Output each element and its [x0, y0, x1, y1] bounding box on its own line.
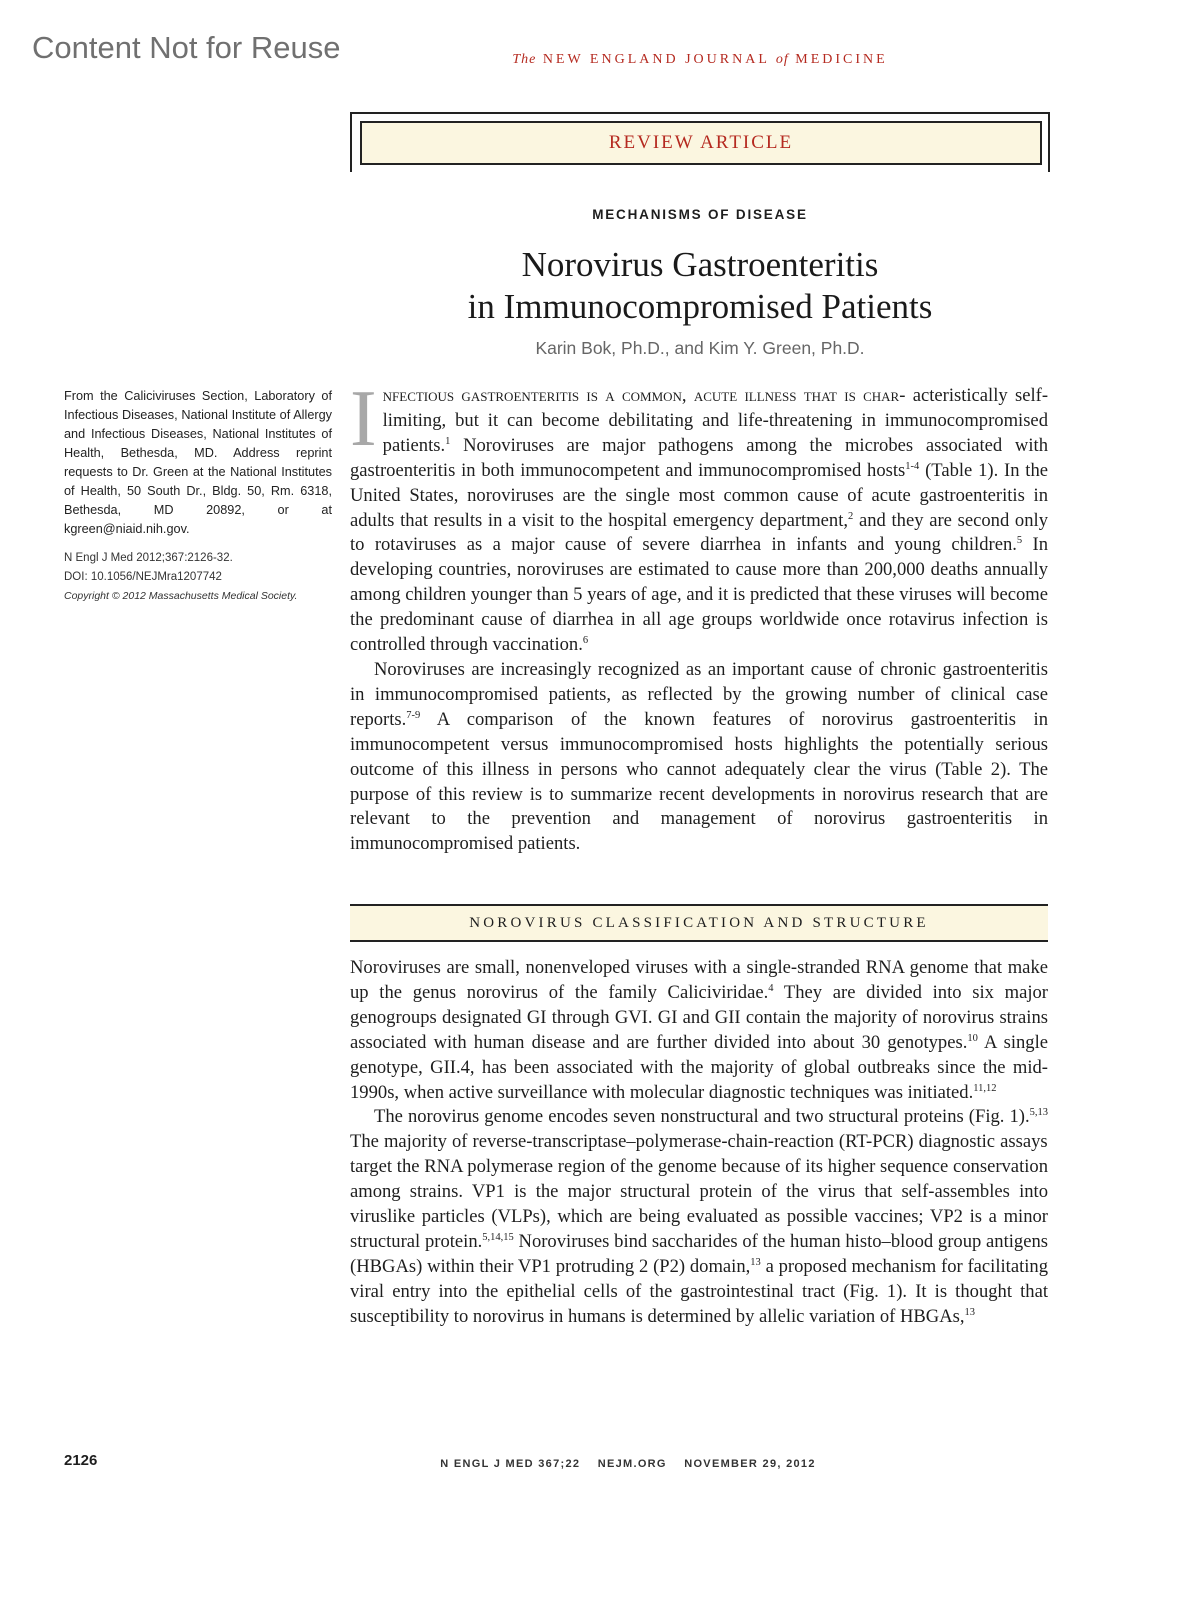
- text-run: In developing countries, noroviruses are estimated to cause more than 200,000 deaths annually among children younger than 5 years of age, and it is predicted that these viruses will become the predominant cause of diarrhea in all age groups worldwide once rotavirus infection is controlled through vaccination.: [350, 534, 1048, 656]
- text-run: a proposed mechanism for facilitating viral entry into the epithelial cells of the gastrointestinal tract (Fig. 1). It is thought that susceptibility to norovirus in humans is determined by allelic variation of HBGAs,: [350, 1255, 1048, 1327]
- journal-citation: N Engl J Med 2012;367:2126-32.: [64, 552, 233, 564]
- reference-mark: 4: [768, 982, 774, 994]
- text-run: The norovirus genome encodes seven nonstructural and two structural proteins (Fig. 1).: [374, 1106, 1030, 1128]
- article-type-banner: [360, 121, 1042, 165]
- journal-name-2: MEDICINE: [788, 52, 888, 67]
- article-type-frame: [350, 112, 1050, 172]
- title-line-1: Norovirus Gastroenteritis: [521, 245, 879, 284]
- reference-mark: 1: [445, 435, 451, 447]
- intro-text: [350, 375, 1049, 857]
- journal-masthead: [0, 52, 1200, 68]
- reference-mark: 7-9: [406, 709, 421, 721]
- watermark: Content Not for Reuse: [32, 30, 341, 65]
- intro-paragraph-2: [350, 658, 1048, 857]
- reference-mark: 10: [967, 1032, 978, 1044]
- article-title: [350, 244, 1050, 328]
- text-run: and they are second only to rotaviruses as a major cause of severe diarrhea in infants and young children.: [350, 509, 1048, 556]
- text-run: They are divided into six major genogroups designated GI through GVI. GI and GII contain the majority of norovirus strains associated with human disease and are further divided into about 30 genotypes.: [350, 981, 1048, 1053]
- reference-mark: 13: [964, 1306, 976, 1318]
- text-run: Noroviruses are major pathogens among the microbes associated with gastroenteritis in both immunocompetent and immunocompromised hosts: [350, 434, 1048, 481]
- running-footer: N ENGL J MED 367;22 NEJM.ORG NOVEMBER 29, 2012: [440, 1458, 816, 1470]
- journal-name-1: NEW ENGLAND JOURNAL: [536, 52, 776, 67]
- drop-cap: I: [350, 375, 377, 463]
- doi: DOI: 10.1056/NEJMra1207742: [64, 571, 222, 583]
- text-run: The majority of reverse-transcriptase–polymerase-chain-reaction (RT-PCR) diagnostic assays target the RNA polymerase region of the genome because of its higher sequence conservation among strains. VP1 is the major structural protein of the virus that self-assembles into viruslike particles (VLPs), which are being evaluated as possible vaccines; VP2 is a minor structural protein.: [350, 1131, 1048, 1252]
- reference-mark: 1-4: [905, 460, 920, 472]
- affiliation-note: From the Caliciviruses Section, Laboratory of Infectious Diseases, National Institute of Allergy and Infectious Diseases, National Institutes of Health, Bethesda, MD. Address reprint requests to Dr. Green at the National Institutes of Health, 50 South Dr., Bldg. 50, Rm. 6318, Bethesda, MD 20892, or at kgreen@niaid.nih.gov.: [64, 389, 332, 536]
- text-run: acteristically self-limiting, but it can become debilitating and life-threatening in immunocompromised patients.: [382, 385, 1049, 456]
- article-type: REVIEW ARTICLE: [608, 132, 794, 153]
- section-heading: [350, 904, 1048, 942]
- reference-mark: 11,12: [973, 1082, 997, 1094]
- text-run: Noroviruses are small, nonenveloped viruses with a single-stranded RNA genome that make up the genus norovirus of the family Caliciviridae.: [350, 957, 1048, 1003]
- series-label: MECHANISMS OF DISEASE: [592, 207, 808, 222]
- reference-mark: 13: [750, 1256, 761, 1268]
- reference-mark: 5,13: [1029, 1107, 1048, 1119]
- reference-mark: 6: [582, 635, 589, 647]
- text-run: Noroviruses are increasingly recognized as an important cause of chronic gastroenteritis in immunocompromised patients, as reflected by the growing number of clinical case reports.: [350, 658, 1048, 730]
- section-text: [350, 956, 1048, 1330]
- section-paragraph-1: [350, 956, 1048, 1105]
- reference-mark: 5,14,15: [482, 1231, 514, 1243]
- section-paragraph-2: [350, 1105, 1048, 1329]
- reference-mark: 5: [1016, 535, 1023, 547]
- reference-mark: 2: [848, 510, 854, 522]
- text-run: Noroviruses bind saccharides of the human histo–blood group antigens (HBGAs) within their VP1 protruding 2 (P2) domain,: [350, 1230, 1049, 1277]
- text-run: (Table 1). In the United States, noroviruses are the single most common cause of acute gastroenteritis in adults that results in a visit to the hospital emergency department,: [350, 459, 1048, 531]
- citation-block: [64, 549, 334, 606]
- authors: Karin Bok, Ph.D., and Kim Y. Green, Ph.D.: [535, 338, 865, 358]
- journal-of: of: [775, 52, 789, 67]
- section-heading-text: NOROVIRUS CLASSIFICATION AND STRUCTURE: [469, 914, 929, 931]
- text-run: A single genotype, GII.4, has been associated with the majority of global outbreaks since the mid-1990s, when active surveillance with molecular diagnostic techniques was initiated.: [350, 1031, 1048, 1103]
- copyright: Copyright © 2012 Massachusetts Medical Society.: [64, 590, 298, 602]
- intro-paragraph-1: [350, 375, 1049, 658]
- journal-the: The: [512, 52, 537, 67]
- title-line-2: in Immunocompromised Patients: [467, 287, 933, 326]
- page-number: 2126: [64, 1452, 98, 1469]
- intro-lead: nfectious gastroenteritis is a common, acute illness that is char-: [382, 385, 906, 406]
- text-run: A comparison of the known features of norovirus gastroenteritis in immunocompetent versus immunocompromised hosts highlights the potentially serious outcome of this illness in persons who cannot adequately clear the virus (Table 2). The purpose of this review is to summarize recent developments in norovirus research that are relevant to the prevention and management of norovirus gastroenteritis in immunocompromised patients.: [350, 708, 1048, 855]
